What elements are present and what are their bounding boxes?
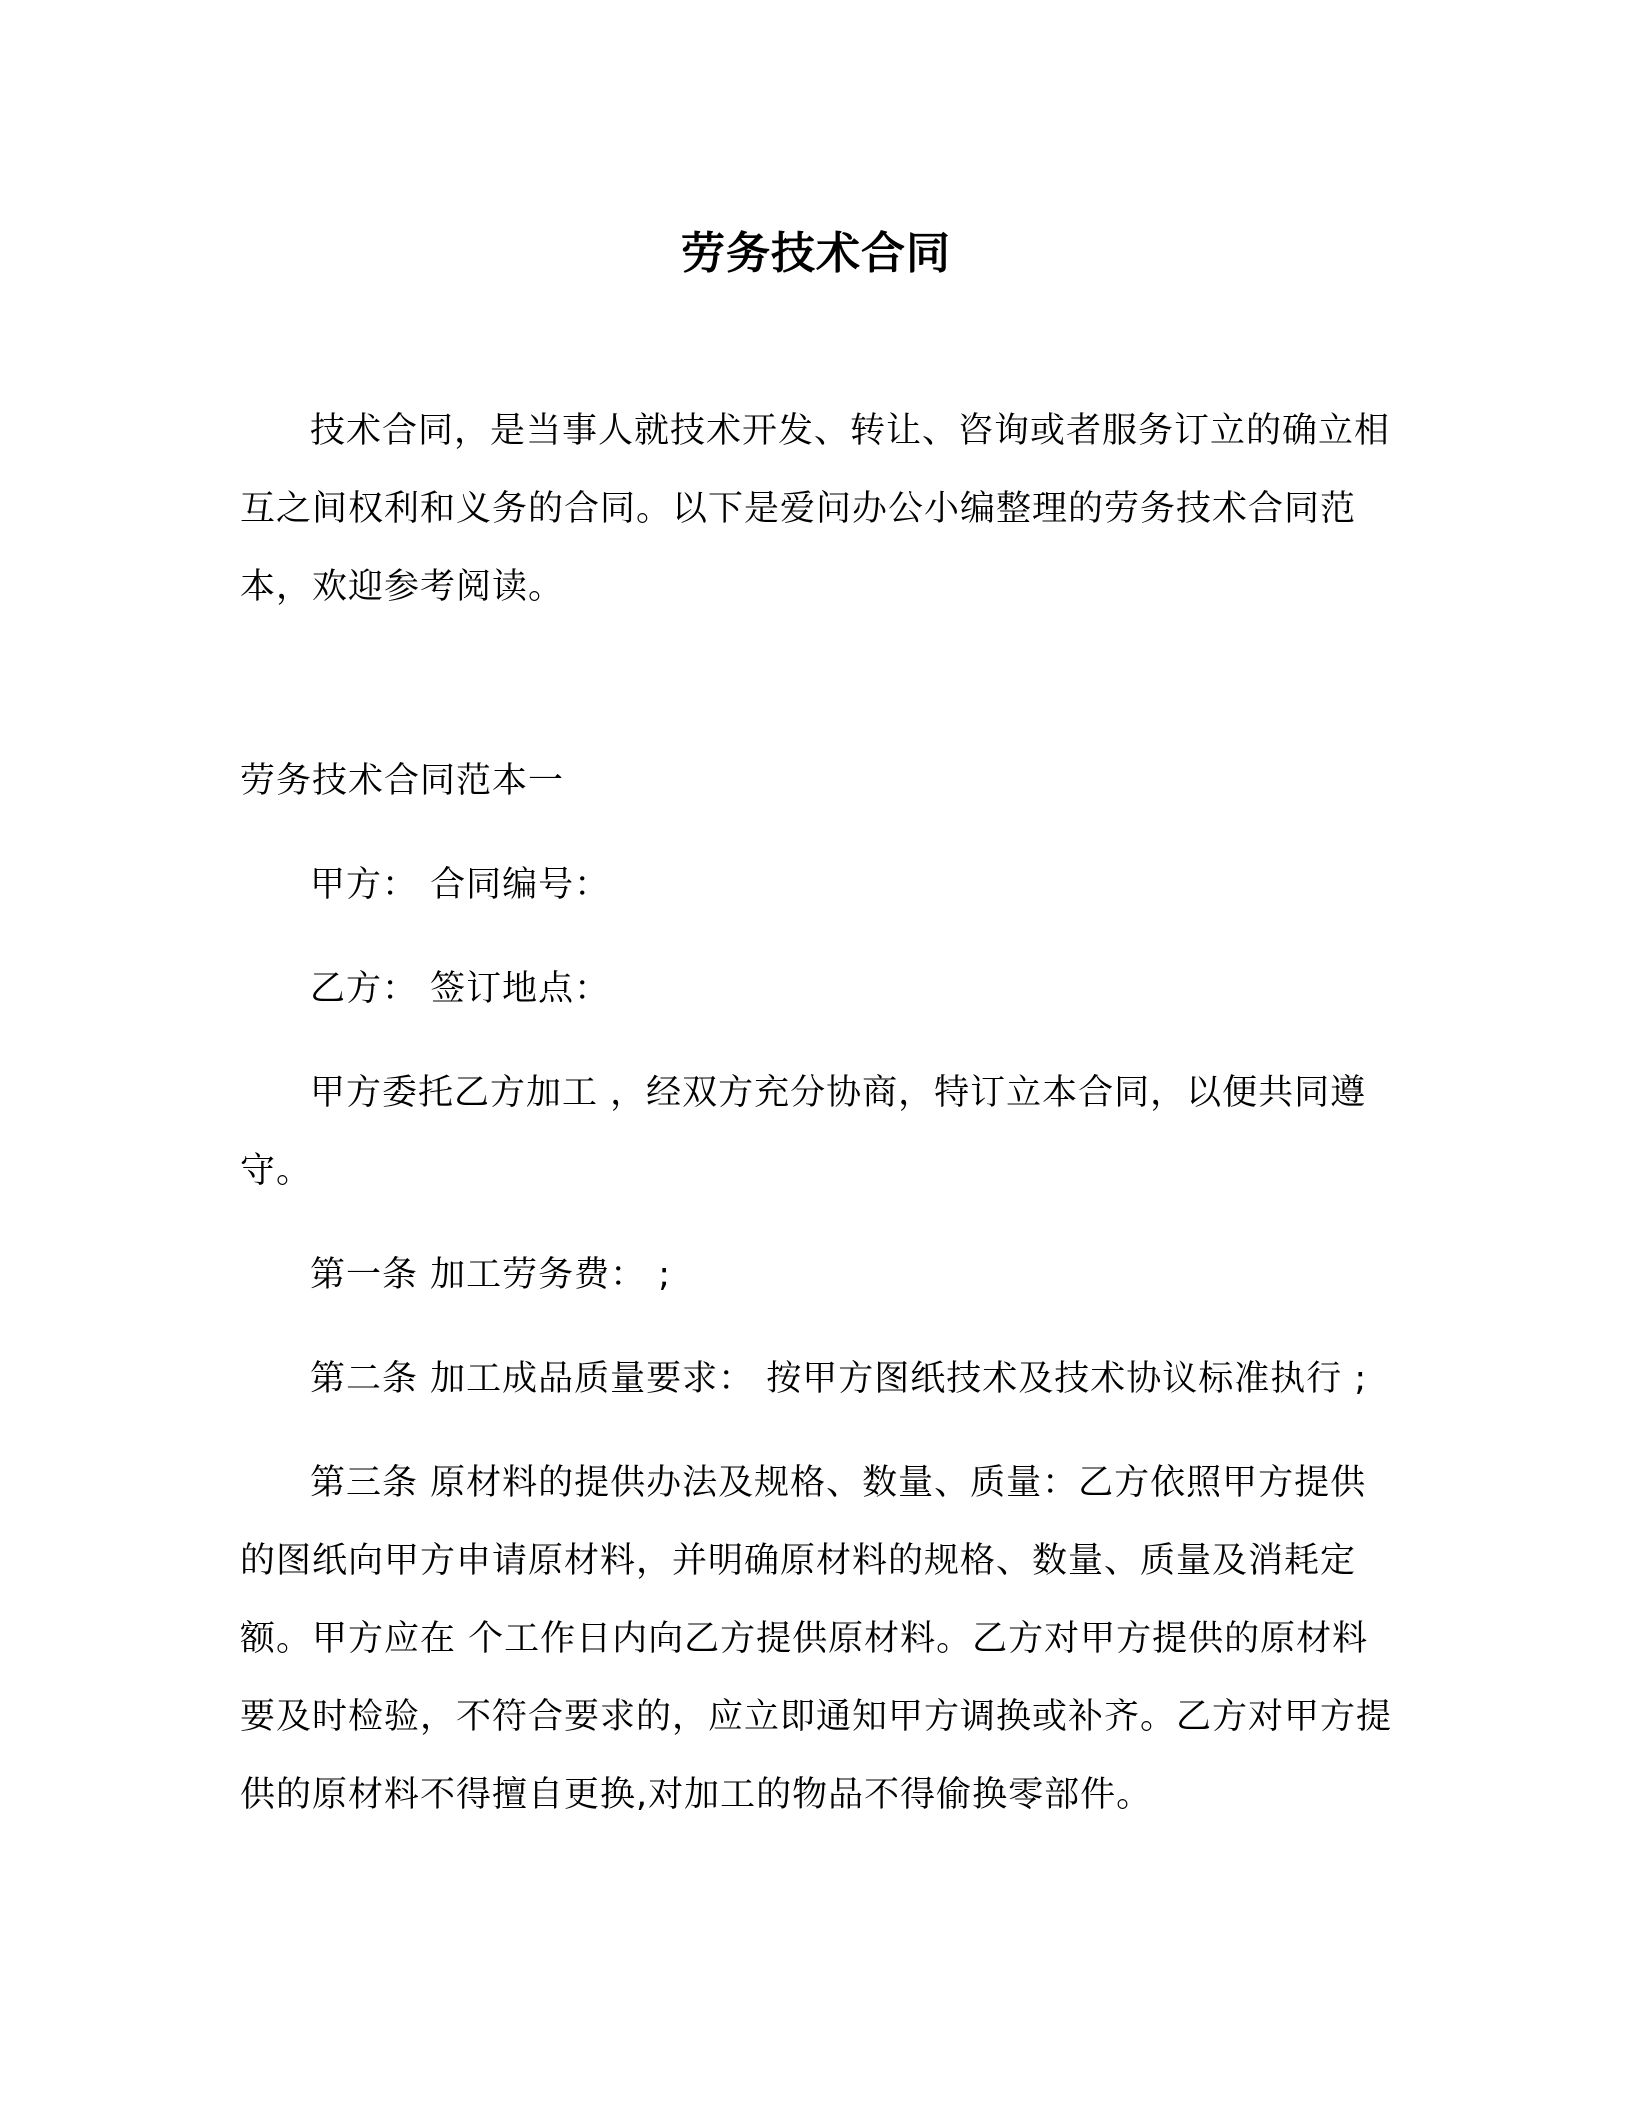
document-body bbox=[240, 392, 1400, 1834]
preamble-paragraph: 甲方委托乙方加工 ，经双方充分协商，特订立本合同，以便共同遵守。 bbox=[240, 1073, 1367, 1191]
party-a-line: 甲方： 合同编号： bbox=[310, 865, 611, 905]
article-2: 第二条 加工成品质量要求： 按甲方图纸技术及技术协议标准执行 ; bbox=[310, 1359, 1368, 1399]
article-1: 第一条 加工劳务费： ; bbox=[310, 1255, 672, 1295]
party-b-line: 乙方： 签订地点： bbox=[310, 969, 611, 1009]
article-3: 第三条 原材料的提供办法及规格、数量、质量：乙方依照甲方提供的图纸向甲方申请原材料，并明确原材料的规格、数量、质量及消耗定额。甲方应在 个工作日内向乙方提供原材料。乙方对甲方提供的原材料要及时检验，不符合要求的，应立即通知甲方调换或补齐。乙方对甲方提供的原材料不得擅自更换,对加工的物品不得偷换零部件。 bbox=[240, 1463, 1393, 1815]
intro-paragraph: 技术合同，是当事人就技术开发、转让、咨询或者服务订立的确立相互之间权利和义务的合同。以下是爱问办公小编整理的劳务技术合同范本，欢迎参考阅读。 bbox=[240, 411, 1391, 607]
section-heading: 劳务技术合同范本一 bbox=[240, 761, 565, 801]
document-title: 劳务技术合同 bbox=[681, 228, 951, 279]
